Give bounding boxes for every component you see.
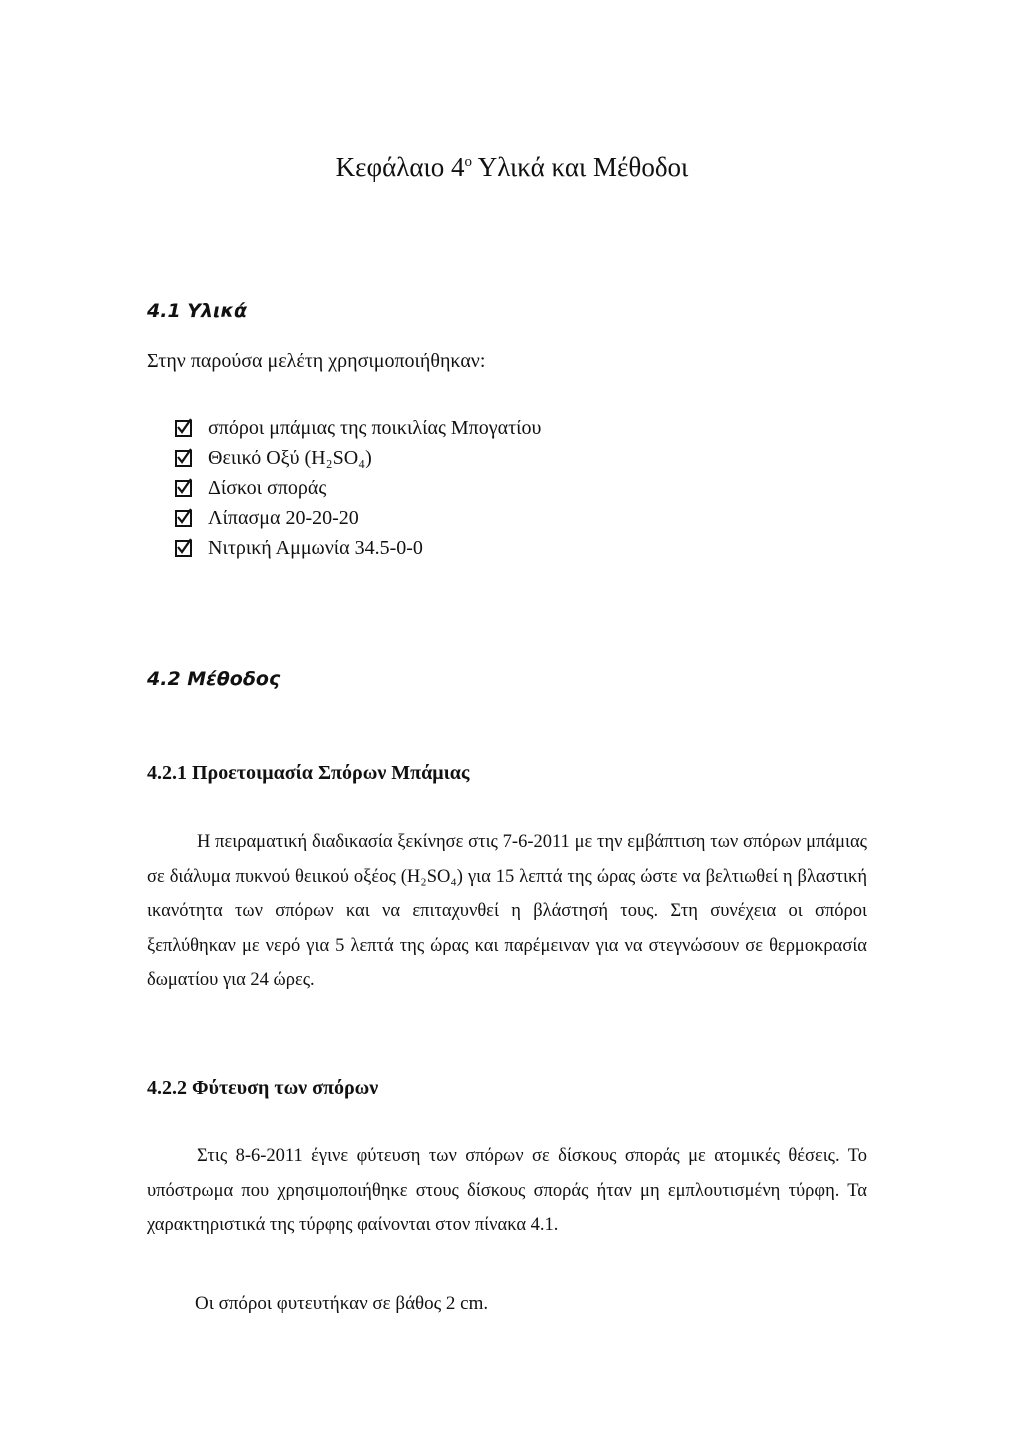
list-item (175, 504, 541, 534)
chapter-title-suffix: Υλικά και Μέθοδοι (471, 152, 689, 182)
materials-checklist (175, 413, 541, 564)
subsection-heading-seed-preparation: 4.2.1 Προετοιμασία Σπόρων Μπάμιας (147, 762, 470, 784)
seed-preparation-paragraph (147, 825, 867, 998)
sowing-depth-note: Οι σπόροι φυτευτήκαν σε βάθος 2 cm. (195, 1293, 489, 1314)
checkbox-checked-icon (175, 540, 192, 557)
materials-intro: Στην παρούσα μελέτη χρησιμοποιήθηκαν: (147, 350, 486, 372)
chapter-title (0, 152, 1024, 183)
list-item (175, 443, 541, 473)
list-item-label: Δίσκοι σποράς (208, 476, 327, 499)
list-item-label: Νιτρική Αμμωνία 34.5-0-0 (208, 537, 423, 560)
list-item-label: σπόροι μπάμιας της ποικιλίας Μπογατίου (208, 416, 542, 439)
chapter-title-superscript: ο (464, 154, 472, 170)
checkbox-checked-icon (175, 450, 192, 467)
subsection-heading-sowing: 4.2.2 Φύτευση των σπόρων (147, 1077, 379, 1099)
sowing-text: Στις 8-6-2011 έγινε φύτευση των σπόρων σε δίσκους σποράς με ατομικές θέσεις. Το υπόστρωμα που χρησιμοποιήθηκε στους δίσκους σποράς ήταν μη εμπλουτισμένη τύρφη. Τα χαρακτηριστικά της τύρφης φαίνονται στον πίνακα 4.1. (147, 1146, 867, 1235)
list-item-label: Λίπασμα 20-20-20 (208, 507, 359, 530)
list-item (175, 473, 541, 503)
section-heading-method: 4.2 Μέθοδος (147, 668, 281, 690)
sowing-paragraph (147, 1139, 867, 1243)
checkbox-checked-icon (175, 480, 192, 497)
list-item (175, 413, 541, 443)
chapter-title-prefix: Κεφάλαιο 4 (335, 152, 465, 182)
section-heading-materials: 4.1 Υλικά (147, 300, 248, 322)
seed-preparation-text: Η πειραματική διαδικασία ξεκίνησε στις 7-6-2011 με την εμβάπτιση των σπόρων μπάμιας σε διάλυμα πυκνού θειικού οξέος (H₂SO₄) για 15 λεπτά της ώρας ώστε να βελτιωθεί η βλαστική ικανότητα των σπόρων και να επιταχυνθεί η βλάστησή τους. Στη συνέχεια οι σπόροι ξεπλύθηκαν με νερό για 5 λεπτά της ώρας και παρέμειναν για να στεγνώσουν σε θερμοκρασία δωματίου για 24 ώρες. (147, 832, 867, 990)
checkbox-checked-icon (175, 510, 192, 527)
list-item (175, 534, 541, 564)
checkbox-checked-icon (175, 420, 192, 437)
list-item-label: Θειικό Οξύ (H₂SO₄) (208, 446, 372, 469)
